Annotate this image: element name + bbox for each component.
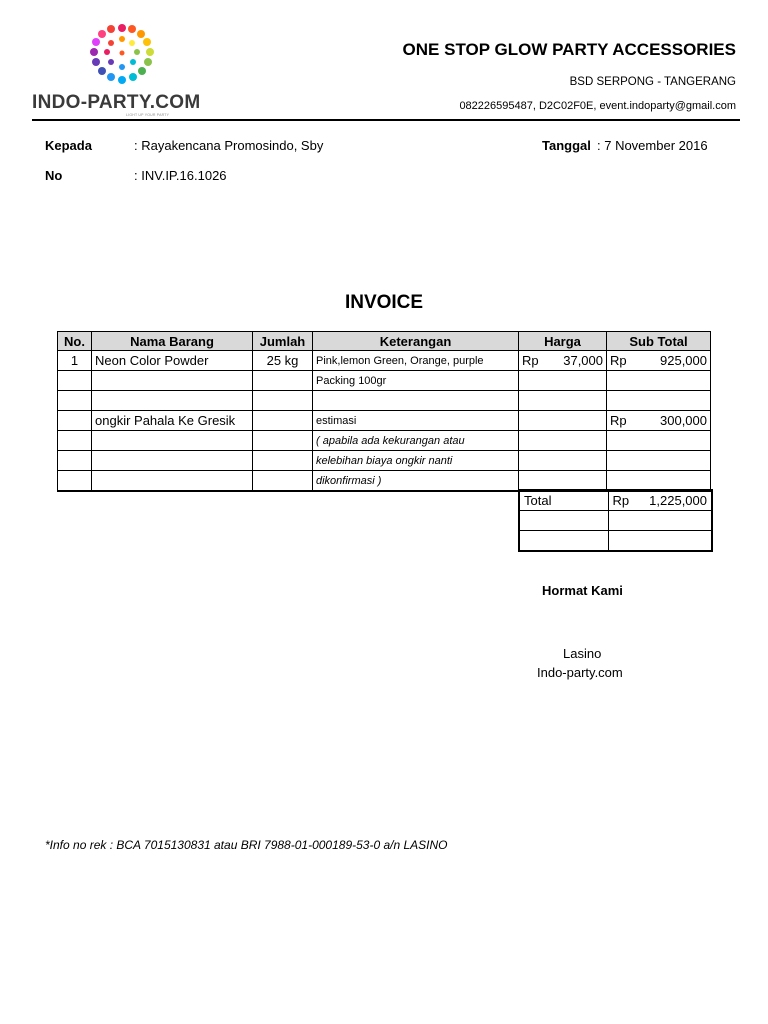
table-row bbox=[58, 391, 711, 411]
totals-table bbox=[518, 489, 713, 552]
company-name: ONE STOP GLOW PARTY ACCESSORIES bbox=[402, 40, 736, 59]
subtotal-currency: Rp bbox=[610, 353, 627, 368]
cell-subtotal bbox=[607, 451, 711, 471]
table-row bbox=[58, 351, 711, 371]
total-label: Total bbox=[519, 490, 608, 511]
table-row bbox=[58, 451, 711, 471]
subtotal-value: 300,000 bbox=[660, 413, 707, 428]
cell-keterangan bbox=[313, 391, 519, 411]
cell-no bbox=[58, 411, 92, 431]
cell-keterangan: Packing 100gr bbox=[313, 371, 519, 391]
kepada-value: : Rayakencana Promosindo, Sby bbox=[134, 138, 324, 153]
cell-nama: Neon Color Powder bbox=[92, 351, 253, 371]
cell-no bbox=[58, 391, 92, 411]
cell-jumlah bbox=[253, 371, 313, 391]
cell-subtotal bbox=[607, 351, 711, 371]
cell-no bbox=[58, 471, 92, 492]
cell-nama: ongkir Pahala Ke Gresik bbox=[92, 411, 253, 431]
cell-harga bbox=[519, 371, 607, 391]
table-row bbox=[58, 371, 711, 391]
cell-no bbox=[58, 451, 92, 471]
total-empty-row bbox=[519, 511, 712, 531]
signature-heading: Hormat Kami bbox=[542, 583, 623, 598]
cell-harga bbox=[519, 391, 607, 411]
cell-subtotal bbox=[607, 391, 711, 411]
cell-keterangan: ( apabila ada kekurangan atau bbox=[313, 431, 519, 451]
logo-text: INDO-PARTY.COM bbox=[32, 92, 201, 113]
col-header-jumlah: Jumlah bbox=[253, 332, 313, 351]
tanggal-value: : 7 November 2016 bbox=[597, 138, 708, 153]
subtotal-currency: Rp bbox=[610, 413, 627, 428]
cell-nama bbox=[92, 371, 253, 391]
cell-harga bbox=[519, 431, 607, 451]
invoice-no-value: : INV.IP.16.1026 bbox=[134, 168, 227, 183]
cell-harga bbox=[519, 351, 607, 371]
harga-currency: Rp bbox=[522, 353, 539, 368]
total-value: 1,225,000 bbox=[649, 493, 707, 508]
signature-name: Lasino bbox=[563, 646, 602, 661]
table-row bbox=[58, 471, 711, 492]
col-header-nama-barang: Nama Barang bbox=[92, 332, 253, 351]
harga-value: 37,000 bbox=[563, 353, 603, 368]
header-divider bbox=[32, 119, 740, 121]
table-row bbox=[58, 411, 711, 431]
cell-nama bbox=[92, 451, 253, 471]
cell-subtotal bbox=[607, 371, 711, 391]
cell-harga bbox=[519, 471, 607, 492]
cell-keterangan: kelebihan biaya ongkir nanti bbox=[313, 451, 519, 471]
total-empty-row bbox=[519, 531, 712, 552]
col-header-keterangan: Keterangan bbox=[313, 332, 519, 351]
company-location: BSD SERPONG - TANGERANG bbox=[569, 76, 736, 88]
cell-jumlah bbox=[253, 471, 313, 492]
page-title: INVOICE bbox=[344, 292, 424, 313]
cell-no bbox=[58, 431, 92, 451]
logo-swirl-icon bbox=[84, 20, 160, 90]
cell-jumlah bbox=[253, 411, 313, 431]
cell-nama bbox=[92, 391, 253, 411]
signature-company: Indo-party.com bbox=[537, 665, 623, 680]
tanggal-label: Tanggal bbox=[542, 138, 591, 153]
cell-jumlah bbox=[253, 451, 313, 471]
cell-no: 1 bbox=[58, 351, 92, 371]
logo-tagline: LIGHT UP YOUR PARTY bbox=[126, 113, 170, 117]
cell-no bbox=[58, 371, 92, 391]
bank-info: *Info no rek : BCA 7015130831 atau BRI 7988-01-000189-53-0 a/n LASINO bbox=[45, 838, 448, 852]
table-row bbox=[58, 431, 711, 451]
cell-keterangan: dikonfirmasi ) bbox=[313, 471, 519, 492]
cell-harga bbox=[519, 451, 607, 471]
col-header-harga: Harga bbox=[519, 332, 607, 351]
col-header-sub-total: Sub Total bbox=[607, 332, 711, 351]
cell-harga bbox=[519, 411, 607, 431]
company-contact: 082226595487, D2C02F0E, event.indoparty@gmail.com bbox=[459, 100, 736, 112]
cell-subtotal bbox=[607, 471, 711, 492]
total-amount bbox=[608, 490, 712, 511]
company-logo bbox=[84, 20, 160, 90]
invoice-no-label: No bbox=[45, 168, 63, 183]
cell-jumlah: 25 kg bbox=[253, 351, 313, 371]
cell-subtotal bbox=[607, 431, 711, 451]
subtotal-value: 925,000 bbox=[660, 353, 707, 368]
cell-keterangan: Pink,lemon Green, Orange, purple bbox=[313, 351, 519, 371]
cell-nama bbox=[92, 431, 253, 451]
table-header-row bbox=[58, 332, 711, 351]
cell-keterangan: estimasi bbox=[313, 411, 519, 431]
total-currency: Rp bbox=[612, 493, 630, 508]
kepada-label: Kepada bbox=[45, 138, 92, 153]
col-header-no: No. bbox=[58, 332, 92, 351]
cell-nama bbox=[92, 471, 253, 492]
cell-jumlah bbox=[253, 431, 313, 451]
total-row bbox=[519, 490, 712, 511]
cell-subtotal bbox=[607, 411, 711, 431]
cell-jumlah bbox=[253, 391, 313, 411]
invoice-table bbox=[57, 331, 711, 492]
